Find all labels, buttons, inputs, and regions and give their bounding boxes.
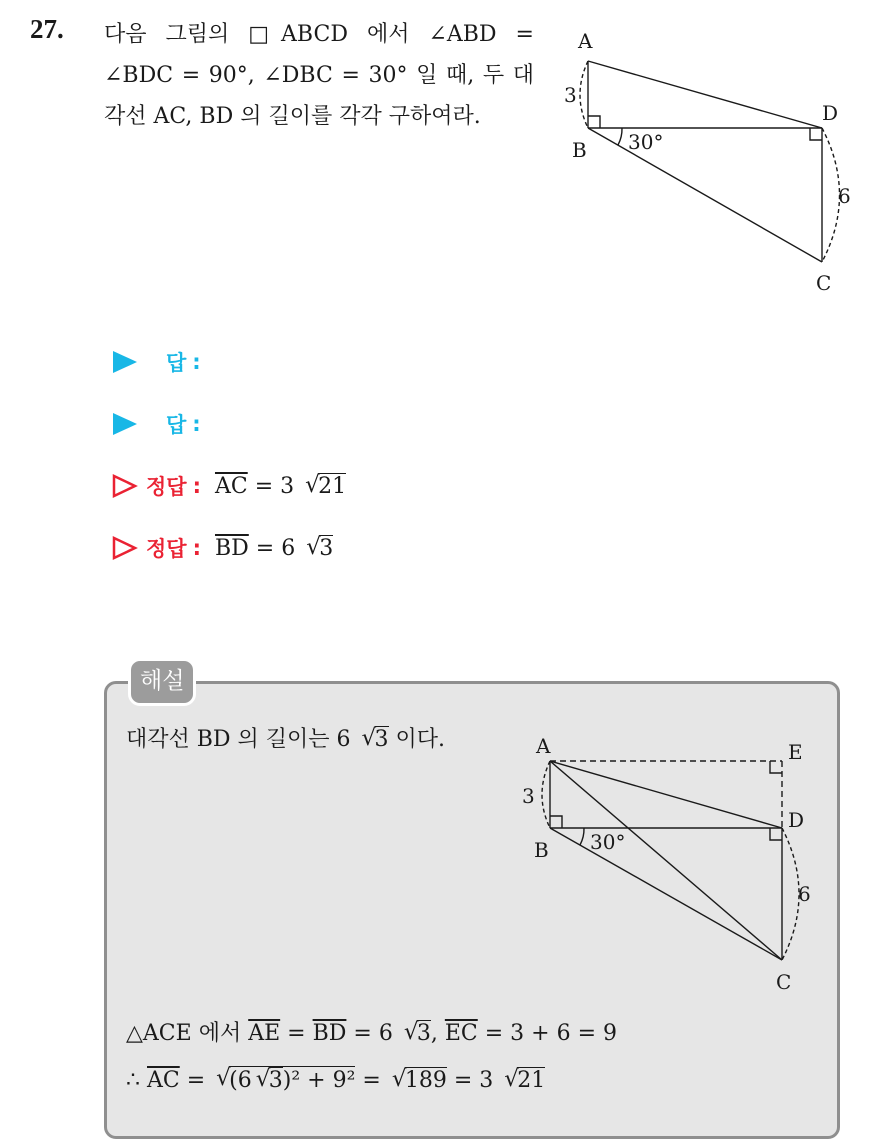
line2-eq2: = 6: [353, 1021, 393, 1046]
sqrt-symbol: [392, 1067, 447, 1093]
question-text: 다음 그림의 □ABCD 에서 ∠ABD = ∠BDC = 90°, ∠DBC = 30° 일 때, 두 대각선 AC, BD 의 길이를 각각 구하여라.: [104, 22, 534, 129]
label-angle: 30°: [590, 830, 626, 854]
correct-answer-ac: [112, 466, 346, 506]
dashed-arc-ab: [542, 761, 550, 828]
right-angle-b: [550, 816, 562, 828]
diagonal-ac: [550, 761, 782, 960]
line1-post: 이다.: [395, 727, 446, 752]
label-b: B: [534, 838, 549, 862]
label-side-ab: 3: [522, 784, 535, 808]
line3-inner-pre: (6: [229, 1068, 252, 1093]
line2-eq3: = 3 + 6 = 9: [484, 1021, 618, 1046]
line3-eq: =: [186, 1068, 206, 1093]
explanation-tag: 해설: [128, 658, 196, 706]
play-triangle-icon: [112, 350, 138, 374]
answer-row-1: [112, 342, 201, 382]
answer-prompt-colon: :: [192, 350, 201, 374]
sqrt-symbol: [305, 473, 346, 499]
correct-answer-label: 정답: [146, 537, 187, 561]
line3-inner-radicand: 3: [268, 1068, 283, 1093]
line3-eq3: = 3: [453, 1068, 494, 1093]
segment-ec: $\overline{EC}$: [444, 1021, 478, 1046]
right-angle-b: [588, 116, 600, 128]
answer-ac-radicand: 21: [318, 473, 347, 499]
correct-answer-bd: [112, 528, 333, 568]
answer-row-2: [112, 404, 201, 444]
therefore-symbol: ∴: [126, 1068, 140, 1093]
outline-triangle-icon: [112, 474, 138, 498]
line1-pre: 대각선 BD 의 길이는 6: [126, 727, 351, 752]
edge-ad: [550, 761, 782, 828]
label-c: C: [816, 271, 832, 295]
segment-ac: $\overline{AC}$: [214, 473, 248, 499]
sqrt-symbol: [404, 1020, 431, 1046]
answer-ac-eq: = 3: [254, 473, 295, 499]
edge-bc: [550, 828, 782, 960]
label-b: B: [572, 138, 587, 162]
label-d: D: [822, 101, 839, 125]
segment-ac: $\overline{AC}$: [147, 1068, 180, 1093]
sqrt-symbol: [306, 535, 333, 561]
sqrt-symbol: [216, 1066, 355, 1093]
answer-bd-math: [215, 535, 333, 561]
dashed-arc-ab: [580, 61, 588, 128]
answer-prompt-colon: :: [192, 412, 201, 436]
line3-eq2: =: [362, 1068, 381, 1093]
right-angle-d: [810, 128, 822, 140]
question-number: 27.: [30, 14, 64, 44]
answer-ac-math: [215, 473, 346, 499]
segment-bd: $\overline{BD}$: [214, 535, 249, 561]
line2-pre: △ACE 에서: [126, 1021, 242, 1046]
segment-ae: $\overline{AE}$: [248, 1021, 281, 1046]
line3-inner-post: )² + 9²: [282, 1068, 356, 1093]
right-angle-d: [770, 828, 782, 840]
sqrt-symbol: [504, 1067, 545, 1093]
answer-prompt-label: 답: [166, 413, 187, 437]
play-triangle-icon: [112, 412, 138, 436]
label-angle: 30°: [628, 130, 664, 154]
label-e: E: [788, 740, 803, 764]
label-side-dc: 6: [798, 882, 811, 906]
label-d: D: [788, 808, 805, 832]
angle-arc: [618, 128, 622, 145]
dashed-arc-dc: [822, 128, 840, 262]
explanation-figure: [510, 727, 830, 1007]
question-figure: [552, 25, 872, 305]
label-c: C: [776, 970, 792, 994]
angle-arc: [580, 828, 584, 845]
right-angle-e: [770, 761, 782, 773]
sqrt-symbol: [362, 726, 389, 752]
explanation-line-1: [126, 722, 445, 753]
edge-ad: [588, 61, 822, 128]
segment-bd: $\overline{BD}$: [312, 1021, 347, 1046]
line2-comma: ,: [430, 1021, 438, 1046]
line2-radicand: 3: [416, 1021, 431, 1046]
label-a: A: [578, 29, 593, 53]
answer-bd-eq: = 6: [255, 535, 296, 561]
explanation-line-2: [126, 1016, 617, 1047]
dashed-arc-dc: [782, 828, 799, 960]
label-side-dc: 6: [838, 184, 851, 208]
label-a: A: [536, 734, 551, 758]
label-side-ab: 3: [564, 83, 577, 107]
explanation-line-3: [126, 1066, 545, 1093]
outline-triangle-icon: [112, 536, 138, 560]
line3-radicand3: 21: [517, 1068, 546, 1093]
line2-eq1: =: [287, 1021, 306, 1046]
line3-radicand2: 189: [404, 1068, 447, 1093]
answer-bd-radicand: 3: [319, 535, 334, 561]
correct-answer-colon: :: [192, 474, 201, 498]
edge-bc: [588, 128, 822, 262]
correct-answer-colon: :: [192, 536, 201, 560]
answer-prompt-label: 답: [166, 351, 187, 375]
line1-radicand: 3: [374, 727, 389, 752]
correct-answer-label: 정답: [146, 475, 187, 499]
sqrt-symbol: [256, 1067, 283, 1093]
